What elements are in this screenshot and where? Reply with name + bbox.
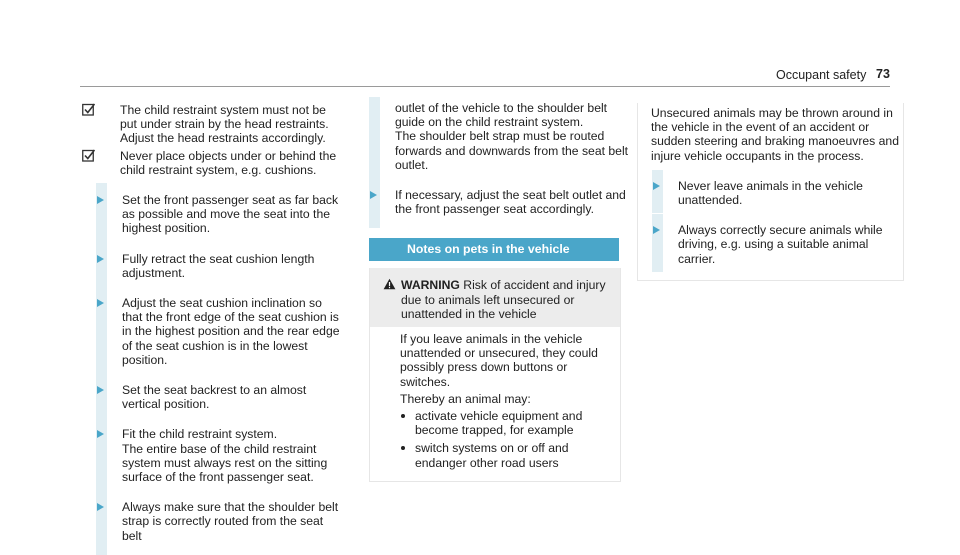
triangle-arrow-icon [97,503,104,511]
step-item [369,188,631,216]
step-text: If necessary, adjust the seat belt outlet and the front passenger seat accordingly. [395,188,626,217]
step-bar [96,417,107,496]
triangle-arrow-icon [97,255,104,263]
intro-text: Unsecured animals may be thrown around in the vehicle in the event of an accident or sudden steering and braking manoeuvres and injure vehicle occupants in the process. [651,106,899,163]
triangle-arrow-icon [370,191,377,199]
step-text: Set the seat backrest to an almost vertical position. [122,383,307,412]
step-bar [96,242,107,292]
section-heading: Notes on pets in the vehicle [369,238,619,261]
check-item-text: Never place objects under or behind the child restraint system, e.g. cushions. [120,148,337,177]
warning-paragraph: If you leave animals in the vehicle unattended or unsecured, they could possibly press down buttons or switches. [400,332,598,389]
step-bar [96,490,107,555]
triangle-arrow-icon [97,430,104,438]
step-text: Always correctly secure animals while driving, e.g. using a suitable animal carrier. [678,223,883,266]
step-item [82,252,344,280]
step-bar [652,214,663,272]
warning-header [370,268,620,327]
step-item [82,193,344,236]
pets-info-box [637,103,904,281]
warning-label: WARNING [401,278,460,293]
step-text: Adjust the seat cushion inclination so that the front edge of the seat cushion is in the highest position and the rear edge of the seat cushion is in the lowest position. [122,296,340,367]
step-item [651,223,903,266]
warning-body [370,327,620,481]
section-title: Occupant safety [776,68,867,82]
step-text: Always make sure that the shoulder belt strap is correctly routed from the seat belt [122,500,339,543]
step-item [82,500,344,543]
checkbox-check-icon [82,149,95,162]
list-item: activate vehicle equipment and become trapped, for example [400,409,612,437]
triangle-arrow-icon [653,226,660,234]
column-2 [369,103,631,482]
step-bar [96,183,107,248]
triangle-arrow-icon [97,299,104,307]
step-text: Fit the child restraint system. [122,427,278,442]
header-divider [80,86,890,87]
step-bar [96,373,107,423]
checkbox-check-icon [82,103,95,116]
step-item [82,383,344,411]
check-item [82,149,344,177]
warning-list [400,409,612,470]
triangle-arrow-icon [97,386,104,394]
page-number: 73 [876,67,890,81]
warning-paragraph: Thereby an animal may: [400,391,531,406]
continuation-note: The shoulder belt strap must be routed forwards and downwards from the seat belt outlet. [395,129,629,172]
check-item [82,103,344,146]
step-bar [369,97,380,184]
step-continuation [369,101,631,172]
warning-triangle-icon [383,278,396,290]
triangle-arrow-icon [97,196,104,204]
step-bar [652,170,663,213]
step-item [82,427,344,484]
continuation-text: outlet of the vehicle to the shoulder belt guide on the child restraint system. [395,101,608,130]
warning-headline: Risk of accident and injury due to animals left unsecured or unattended in the vehicle [401,278,606,321]
step-bar [369,178,380,228]
column-3 [637,103,899,281]
list-item: switch systems on or off and endanger other road users [400,441,612,469]
step-text: Never leave animals in the vehicle unattended. [678,178,863,208]
warning-box [369,268,621,481]
step-item [651,179,903,207]
triangle-arrow-icon [653,182,660,190]
step-text: Fully retract the seat cushion length adjustment. [122,251,315,280]
column-1 [82,103,344,543]
check-item-text: The child restraint system must not be put under strain by the head restraints. Adjust the head restraints accordingly. [120,103,329,146]
step-item [82,296,344,367]
step-text: Set the front passenger seat as far back as possible and move the seat into the highest position. [122,193,339,236]
step-detail: The entire base of the child restraint system must always rest on the sitting surface of the front passenger seat. [122,441,328,485]
